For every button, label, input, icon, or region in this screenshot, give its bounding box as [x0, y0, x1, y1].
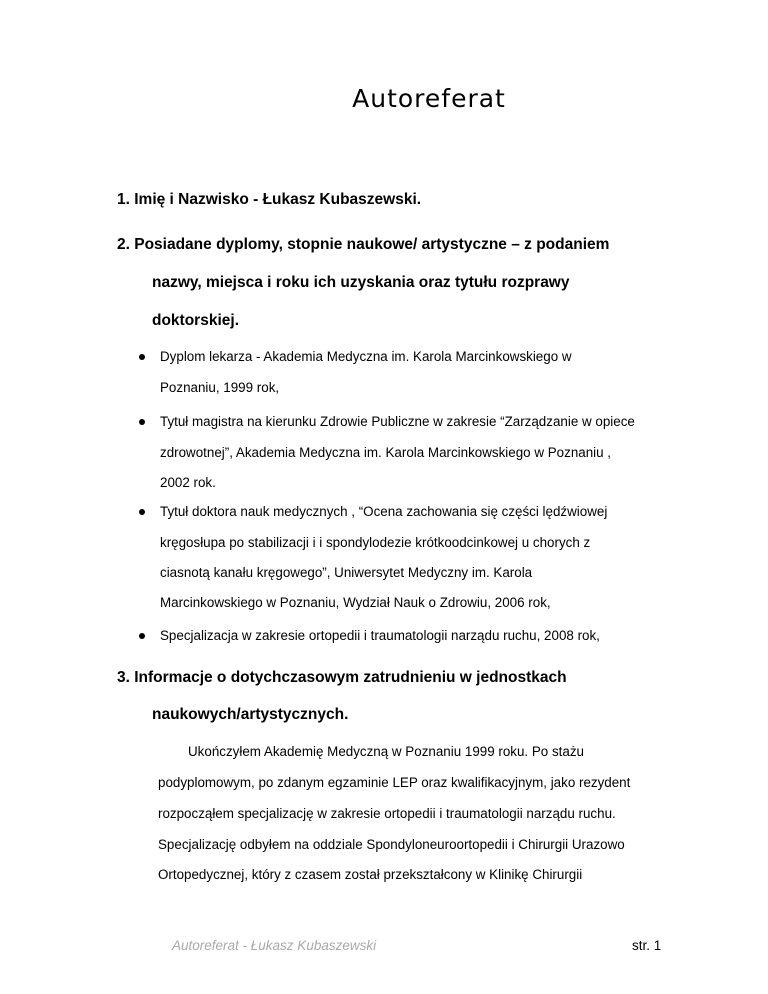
- section-3-heading-line-1: 3. Informacje o dotychczasowym zatrudnieniu w jednostkach: [117, 669, 567, 686]
- list-item-line: Specjalizacja w zakresie ortopedii i traumatologii narządu ruchu, 2008 rok,: [160, 628, 600, 643]
- list-item-line: kręgosłupa po stabilizacji i i spondylodezie krótkoodcinkowej u chorych z: [160, 535, 591, 550]
- document-title: Autoreferat: [352, 84, 506, 113]
- footer-running-title: Autoreferat - Łukasz Kubaszewski: [172, 938, 377, 953]
- paragraph-line: Specjalizację odbyłem na oddziale Spondyloneuroortopedii i Chirurgii Urazowo: [158, 837, 625, 852]
- paragraph-line: rozpocząłem specjalizację w zakresie ortopedii i traumatologii narządu ruchu.: [158, 806, 616, 821]
- bullet-icon: [139, 633, 145, 639]
- paragraph-line: podyplomowym, po zdanym egzaminie LEP oraz kwalifikacyjnym, jako rezydent: [158, 775, 631, 790]
- list-item-line: 2002 rok.: [160, 475, 216, 490]
- list-item-line: zdrowotnej”, Akademia Medyczna im. Karola Marcinkowskiego w Poznaniu ,: [160, 445, 612, 460]
- section-2-heading-line-2: nazwy, miejsca i roku ich uzyskania oraz tytułu rozprawy: [152, 274, 570, 291]
- section-2-heading-line-3: doktorskiej.: [152, 312, 239, 329]
- bullet-icon: [139, 419, 145, 425]
- list-item-line: ciasnotą kanału kręgowego”, Uniwersytet Medyczny im. Karola: [160, 565, 533, 580]
- paragraph-line: Ukończyłem Akademię Medyczną w Poznaniu 1999 roku. Po stażu: [188, 744, 584, 759]
- section-1-heading: 1. Imię i Nazwisko - Łukasz Kubaszewski.: [117, 191, 422, 208]
- list-item-line: Dyplom lekarza - Akademia Medyczna im. Karola Marcinkowskiego w: [160, 349, 572, 364]
- paragraph-line: Ortopedycznej, który z czasem został przekształcony w Klinikę Chirurgii: [158, 867, 583, 882]
- page-number: str. 1: [632, 938, 662, 953]
- list-item-line: Marcinkowskiego w Poznaniu, Wydział Nauk o Zdrowiu, 2006 rok,: [160, 595, 551, 610]
- bullet-icon: [139, 509, 145, 515]
- list-item-line: Tytuł magistra na kierunku Zdrowie Publiczne w zakresie “Zarządzanie w opiece: [160, 414, 635, 429]
- list-item-line: Tytuł doktora nauk medycznych , “Ocena zachowania się części lędźwiowej: [160, 504, 608, 519]
- bullet-icon: [139, 354, 145, 360]
- list-item-line: Poznaniu, 1999 rok,: [160, 380, 280, 395]
- section-2-heading-line-1: 2. Posiadane dyplomy, stopnie naukowe/ artystyczne – z podaniem: [117, 236, 610, 253]
- section-3-heading-line-2: naukowych/artystycznych.: [152, 706, 349, 723]
